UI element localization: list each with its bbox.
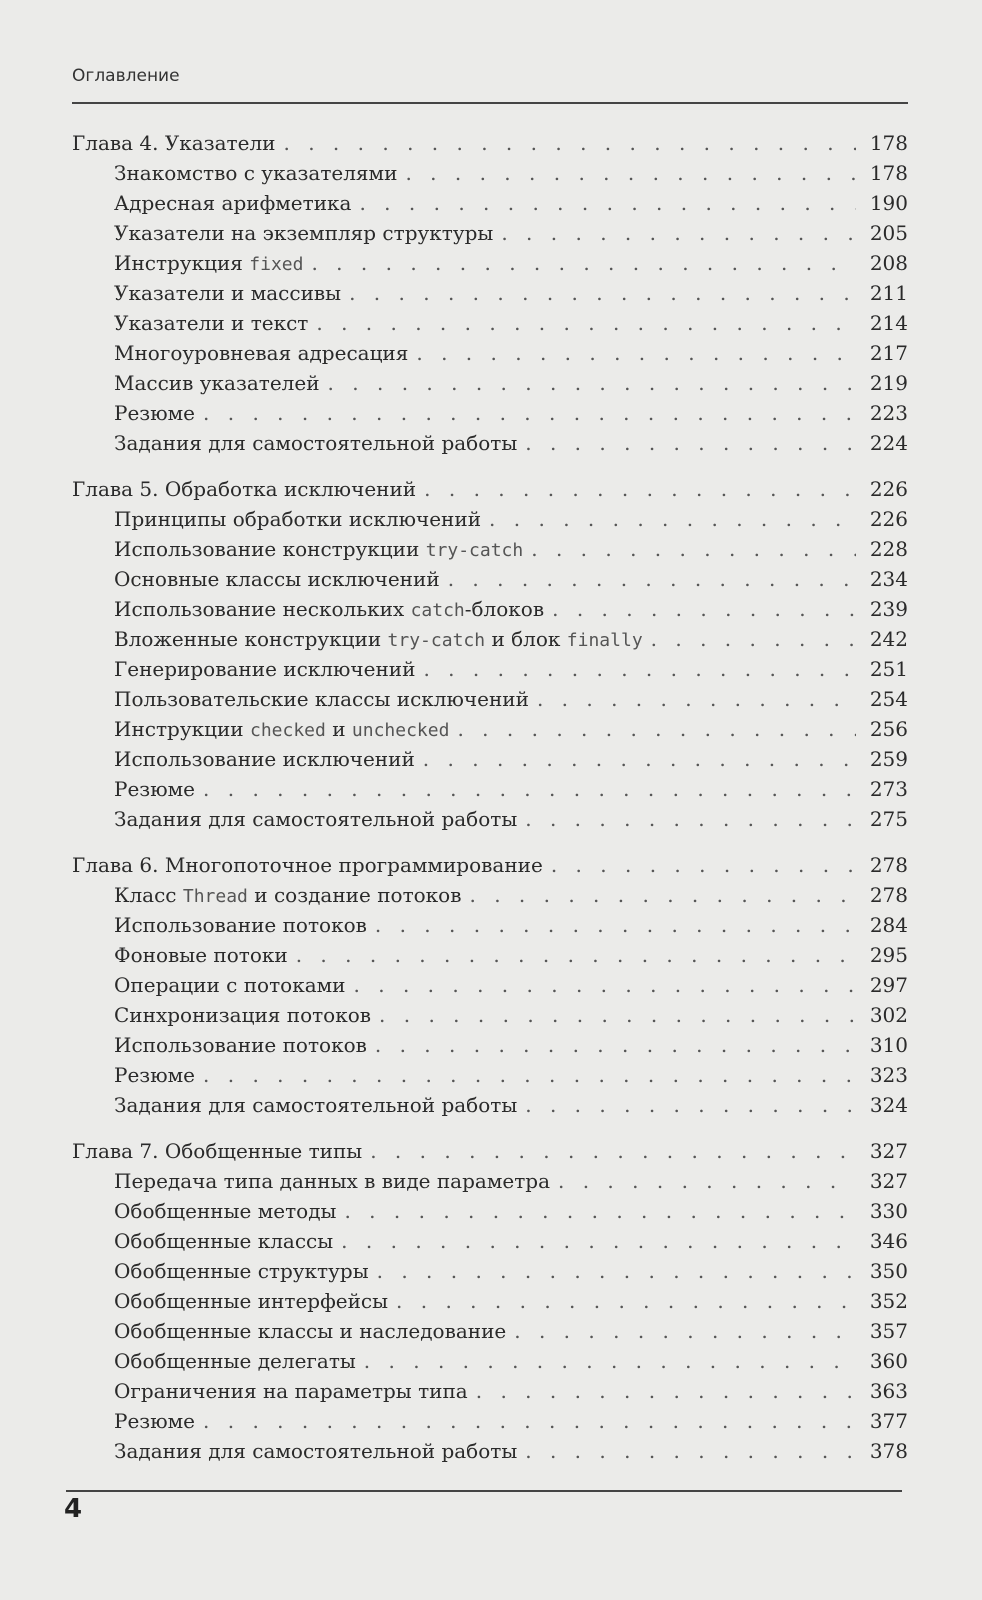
title-text: Резюме xyxy=(114,401,196,425)
section-title xyxy=(114,744,415,774)
toc-page-number: 190 xyxy=(869,191,908,215)
dot-leader xyxy=(416,338,856,368)
dot-leader xyxy=(525,804,856,834)
title-text: Инструкция xyxy=(114,251,250,275)
title-text: Задания для самостоятельной работы xyxy=(114,1093,518,1117)
dot-leader xyxy=(364,1346,856,1376)
section-title xyxy=(114,940,288,970)
section-title xyxy=(114,534,523,566)
toc-page-number: 284 xyxy=(869,913,908,937)
title-text: Использование нескольких xyxy=(114,597,411,621)
title-text: Передача типа данных в виде параметра xyxy=(114,1169,550,1193)
title-text: Синхронизация потоков xyxy=(114,1003,372,1027)
title-text: Обобщенные методы xyxy=(114,1199,337,1223)
section-title xyxy=(114,158,397,188)
section-title xyxy=(114,594,544,626)
dot-leader xyxy=(552,594,856,624)
toc-page-number: 278 xyxy=(869,853,908,877)
title-text: и xyxy=(325,717,352,741)
toc-chapter xyxy=(72,850,908,1120)
toc-section-row xyxy=(72,278,908,308)
toc-section-row xyxy=(72,1226,908,1256)
toc-page-number: 224 xyxy=(869,431,908,455)
toc-page-number: 360 xyxy=(869,1349,908,1373)
section-title xyxy=(114,654,415,684)
toc-page-number: 211 xyxy=(869,281,908,305)
dot-leader xyxy=(423,744,856,774)
toc-section-row xyxy=(72,910,908,940)
section-title xyxy=(114,338,408,368)
section-title xyxy=(114,1000,371,1030)
toc-section-row xyxy=(72,398,908,428)
toc-section-row xyxy=(72,1316,908,1346)
section-title xyxy=(114,624,643,656)
dot-leader xyxy=(377,1256,856,1286)
dot-leader xyxy=(448,564,856,594)
toc-page-number: 377 xyxy=(869,1409,908,1433)
dot-leader xyxy=(370,1136,856,1166)
title-text: Указатели и текст xyxy=(114,311,309,335)
toc-section-row xyxy=(72,1166,908,1196)
section-title xyxy=(114,188,351,218)
dot-leader xyxy=(349,278,856,308)
code-keyword: try-catch xyxy=(425,540,524,561)
section-title xyxy=(114,684,529,714)
toc-page-number: 234 xyxy=(869,567,908,591)
section-title xyxy=(114,714,449,746)
toc-section-row xyxy=(72,248,908,278)
section-title xyxy=(114,1286,388,1316)
title-text: и создание потоков xyxy=(247,883,462,907)
chapter-title: Глава 5. Обработка исключений xyxy=(72,477,417,501)
dot-leader xyxy=(537,684,856,714)
toc-section-row xyxy=(72,714,908,744)
title-text: Принципы обработки исключений xyxy=(114,507,482,531)
section-title xyxy=(114,248,303,280)
toc-page-number: 275 xyxy=(869,807,908,831)
toc-chapter xyxy=(72,128,908,458)
section-title xyxy=(114,1256,369,1286)
header-rule xyxy=(72,102,908,104)
toc-page-number: 330 xyxy=(869,1199,908,1223)
toc-section-row xyxy=(72,1030,908,1060)
toc-section-row xyxy=(72,338,908,368)
dot-leader xyxy=(396,1286,856,1316)
toc-page-number: 219 xyxy=(869,371,908,395)
toc-section-row xyxy=(72,1406,908,1436)
toc-section-row xyxy=(72,624,908,654)
dot-leader xyxy=(203,398,856,428)
dot-leader xyxy=(551,850,856,880)
toc-page-number: 223 xyxy=(869,401,908,425)
section-title xyxy=(114,308,308,338)
dot-leader xyxy=(424,474,856,504)
section-title xyxy=(114,970,346,1000)
toc-section-row xyxy=(72,594,908,624)
title-text: Основные классы исключений xyxy=(114,567,440,591)
dot-leader xyxy=(457,714,856,744)
toc-section-row xyxy=(72,534,908,564)
toc-page-number: 324 xyxy=(869,1093,908,1117)
toc-section-row xyxy=(72,188,908,218)
toc-page-number: 346 xyxy=(869,1229,908,1253)
toc-chapter-row xyxy=(72,128,908,158)
title-text: Резюме xyxy=(114,777,196,801)
toc-page-number: 256 xyxy=(869,717,908,741)
title-text: Использование конструкции xyxy=(114,537,426,561)
toc-page-number: 251 xyxy=(869,657,908,681)
toc-page-number: 357 xyxy=(869,1319,908,1343)
title-text: Задания для самостоятельной работы xyxy=(114,431,518,455)
toc-page-number: 226 xyxy=(869,477,908,501)
section-title xyxy=(114,1030,367,1060)
dot-leader xyxy=(423,654,856,684)
dot-leader xyxy=(296,940,856,970)
title-text: Многоуровневая адресация xyxy=(114,341,409,365)
toc-section-row xyxy=(72,804,908,834)
title-text: Класс xyxy=(114,883,183,907)
toc-chapter-row xyxy=(72,474,908,504)
toc-page-number: 254 xyxy=(869,687,908,711)
toc-section-row xyxy=(72,654,908,684)
toc-page-number: 178 xyxy=(869,161,908,185)
dot-leader xyxy=(525,1436,856,1466)
dot-leader xyxy=(476,1376,856,1406)
toc-section-row xyxy=(72,158,908,188)
title-text: Фоновые потоки xyxy=(114,943,288,967)
title-text: Резюме xyxy=(114,1409,196,1433)
code-keyword: finally xyxy=(566,630,643,651)
title-text: Массив указателей xyxy=(114,371,320,395)
dot-leader xyxy=(525,428,856,458)
toc-section-row xyxy=(72,564,908,594)
toc-page-number: 378 xyxy=(869,1439,908,1463)
title-text: Ограничения на параметры типа xyxy=(114,1379,468,1403)
title-text: Обобщенные структуры xyxy=(114,1259,369,1283)
section-title xyxy=(114,1436,517,1466)
dot-leader xyxy=(344,1196,856,1226)
dot-leader xyxy=(469,880,856,910)
section-title xyxy=(114,1166,550,1196)
code-keyword: fixed xyxy=(249,254,304,275)
toc-section-row xyxy=(72,368,908,398)
dot-leader xyxy=(328,368,856,398)
dot-leader xyxy=(379,1000,856,1030)
toc-section-row xyxy=(72,940,908,970)
dot-leader xyxy=(405,158,856,188)
toc-page-number: 226 xyxy=(869,507,908,531)
code-keyword: Thread xyxy=(182,886,248,907)
toc-section-row xyxy=(72,1376,908,1406)
toc-section-row xyxy=(72,744,908,774)
section-title xyxy=(114,1346,356,1376)
toc-section-row xyxy=(72,1286,908,1316)
title-text: Знакомство с указателями xyxy=(114,161,398,185)
section-title xyxy=(114,880,461,912)
toc-page-number: 228 xyxy=(869,537,908,561)
toc-page-number: 205 xyxy=(869,221,908,245)
section-title xyxy=(114,368,320,398)
section-title xyxy=(114,1316,506,1346)
toc-section-row xyxy=(72,774,908,804)
section-title xyxy=(114,1090,517,1120)
title-text: Операции с потоками xyxy=(114,973,346,997)
toc-page-number: 214 xyxy=(869,311,908,335)
dot-leader xyxy=(203,774,856,804)
code-keyword: try-catch xyxy=(387,630,486,651)
title-text: Использование потоков xyxy=(114,1033,367,1057)
toc-page-number: 352 xyxy=(869,1289,908,1313)
dot-leader xyxy=(375,910,856,940)
toc-chapter xyxy=(72,474,908,834)
section-title xyxy=(114,428,517,458)
table-of-contents xyxy=(72,128,908,1482)
section-title xyxy=(114,1376,468,1406)
dot-leader xyxy=(203,1406,856,1436)
toc-section-row xyxy=(72,428,908,458)
title-text: Пользовательские классы исключений xyxy=(114,687,529,711)
title-text: -блоков xyxy=(464,597,545,621)
code-keyword: unchecked xyxy=(351,720,450,741)
toc-page-number: 327 xyxy=(869,1139,908,1163)
section-title xyxy=(114,1226,333,1256)
page-number: 4 xyxy=(64,1494,83,1524)
toc-page-number: 363 xyxy=(869,1379,908,1403)
toc-page-number: 310 xyxy=(869,1033,908,1057)
toc-page-number: 242 xyxy=(869,627,908,651)
title-text: Задания для самостоятельной работы xyxy=(114,1439,518,1463)
dot-leader xyxy=(558,1166,856,1196)
toc-section-row xyxy=(72,1060,908,1090)
toc-section-row xyxy=(72,218,908,248)
toc-chapter-row xyxy=(72,850,908,880)
dot-leader xyxy=(284,128,857,158)
section-title xyxy=(114,398,195,428)
dot-leader xyxy=(203,1060,856,1090)
toc-section-row xyxy=(72,970,908,1000)
toc-chapter-row xyxy=(72,1136,908,1166)
dot-leader xyxy=(341,1226,856,1256)
chapter-title: Глава 4. Указатели xyxy=(72,131,276,155)
dot-leader xyxy=(651,624,856,654)
toc-chapter xyxy=(72,1136,908,1466)
toc-section-row xyxy=(72,1436,908,1466)
toc-page-number: 217 xyxy=(869,341,908,365)
section-title xyxy=(114,218,493,248)
toc-page-number: 350 xyxy=(869,1259,908,1283)
title-text: Указатели и массивы xyxy=(114,281,342,305)
title-text: Обобщенные интерфейсы xyxy=(114,1289,389,1313)
dot-leader xyxy=(514,1316,856,1346)
title-text: Обобщенные классы xyxy=(114,1229,334,1253)
toc-section-row xyxy=(72,1000,908,1030)
toc-page-number: 295 xyxy=(869,943,908,967)
section-title xyxy=(114,278,341,308)
section-title xyxy=(114,504,481,534)
toc-section-row xyxy=(72,504,908,534)
footer-rule xyxy=(66,1490,902,1492)
title-text: Обобщенные классы и наследование xyxy=(114,1319,507,1343)
toc-page-number: 323 xyxy=(869,1063,908,1087)
toc-page-number: 302 xyxy=(869,1003,908,1027)
title-text: Инструкции xyxy=(114,717,250,741)
dot-leader xyxy=(311,248,856,278)
toc-page-number: 208 xyxy=(869,251,908,275)
toc-section-row xyxy=(72,684,908,714)
toc-page-number: 178 xyxy=(869,131,908,155)
dot-leader xyxy=(525,1090,856,1120)
toc-page-number: 278 xyxy=(869,883,908,907)
title-text: Использование потоков xyxy=(114,913,367,937)
chapter-title: Глава 6. Многопоточное программирование xyxy=(72,853,543,877)
title-text: и блок xyxy=(485,627,567,651)
section-title xyxy=(114,564,440,594)
toc-section-row xyxy=(72,1346,908,1376)
dot-leader xyxy=(316,308,856,338)
dot-leader xyxy=(375,1030,856,1060)
title-text: Задания для самостоятельной работы xyxy=(114,807,518,831)
section-title xyxy=(114,774,195,804)
title-text: Использование исключений xyxy=(114,747,415,771)
dot-leader xyxy=(531,534,856,564)
section-title xyxy=(114,1060,195,1090)
code-keyword: checked xyxy=(250,720,326,741)
toc-page-number: 259 xyxy=(869,747,908,771)
title-text: Вложенные конструкции xyxy=(114,627,388,651)
toc-section-row xyxy=(72,1256,908,1286)
section-title xyxy=(114,1196,336,1226)
toc-section-row xyxy=(72,1196,908,1226)
dot-leader xyxy=(359,188,856,218)
running-header: Оглавление xyxy=(72,66,180,86)
chapter-title: Глава 7. Обобщенные типы xyxy=(72,1139,363,1163)
code-keyword: catch xyxy=(410,600,465,621)
title-text: Указатели на экземпляр структуры xyxy=(114,221,494,245)
title-text: Обобщенные делегаты xyxy=(114,1349,356,1373)
section-title xyxy=(114,910,367,940)
toc-page-number: 239 xyxy=(869,597,908,621)
section-title xyxy=(114,804,517,834)
toc-section-row xyxy=(72,880,908,910)
toc-section-row xyxy=(72,308,908,338)
toc-page-number: 297 xyxy=(869,973,908,997)
title-text: Адресная арифметика xyxy=(114,191,352,215)
dot-leader xyxy=(354,970,856,1000)
title-text: Резюме xyxy=(114,1063,196,1087)
dot-leader xyxy=(501,218,856,248)
dot-leader xyxy=(489,504,856,534)
toc-section-row xyxy=(72,1090,908,1120)
toc-page-number: 273 xyxy=(869,777,908,801)
section-title xyxy=(114,1406,195,1436)
toc-page-number: 327 xyxy=(869,1169,908,1193)
title-text: Генерирование исключений xyxy=(114,657,416,681)
